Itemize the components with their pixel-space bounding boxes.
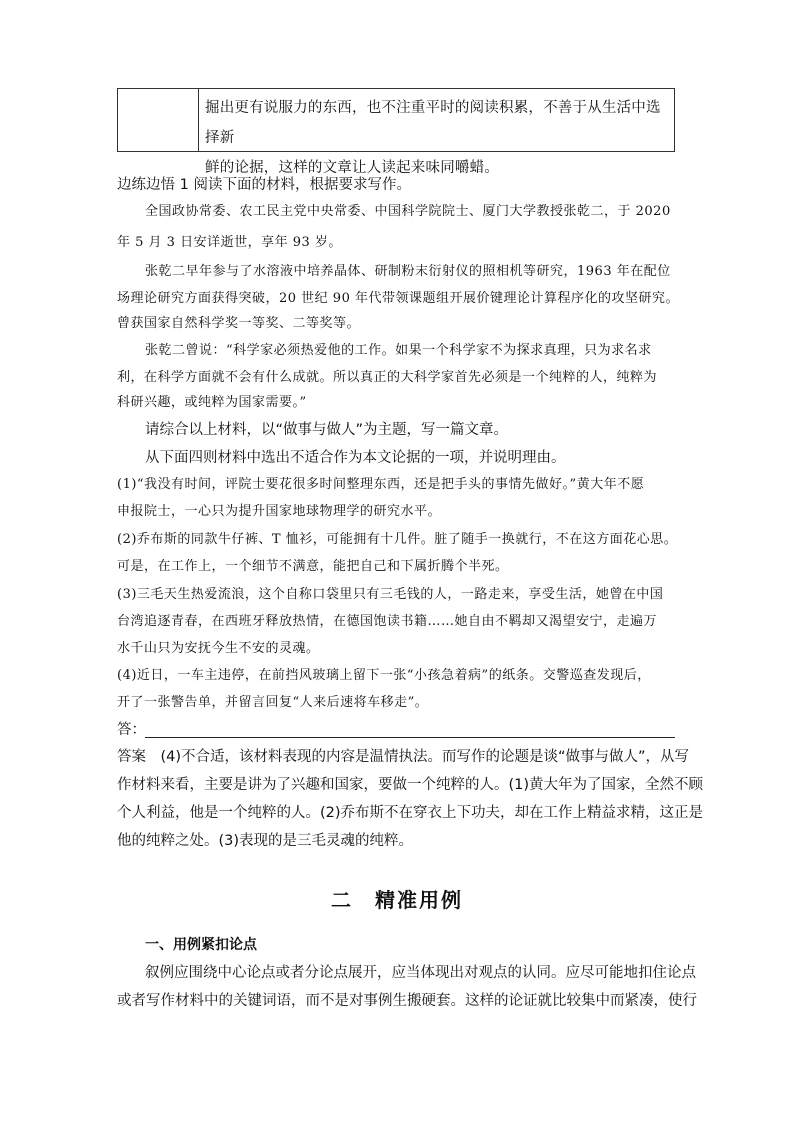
writing-prompt: 请综合以上材料，以“做事与做人”为主题，写一篇文章。 xyxy=(145,422,509,438)
body-line: 或者写作材料中的关键词语，而不是对事例生搬硬套。这样的论证就比较集中而紧凑，使行 xyxy=(117,993,697,1009)
quote-line: 张乾二曾说：“科学家必须热爱他的工作。如果一个科学家不为探求真理，只为求名求 xyxy=(145,343,652,358)
table-cell-empty xyxy=(118,89,199,151)
quote-line: 科研兴趣，或纯粹为国家需要。” xyxy=(117,395,307,410)
material-line: 全国政协常委、农工民主党中央常委、中国科学院院士、厦门大学教授张乾二，于 2020 xyxy=(145,204,671,219)
answer-label: 答： xyxy=(117,722,146,738)
exercise-heading: 边练边悟 1 阅读下面的材料，根据要求写作。 xyxy=(117,177,411,193)
answer-text: 他的纯粹之处。(3)表现的是三毛灵魂的纯粹。 xyxy=(117,833,414,849)
material-line: 年 5 月 3 日安详逝世，享年 93 岁。 xyxy=(117,235,342,250)
table-text-line: 鲜的论据，这样的文章让人读起来味同嚼蜡。 xyxy=(205,160,499,176)
option-line: (1)“我没有时间，评院士要花很多时间整理东西，还是把手头的事情先做好。”黄大年不愿 xyxy=(117,477,645,492)
answer-text: 作材料来看，主要是讲为了兴趣和国家，要做一个纯粹的人。(1)黄大年为了国家，全然不顾 xyxy=(117,777,704,793)
option-line: (4)近日，一车主违停，在前挡风玻璃上留下一张“小孩急着病”的纸条。交警巡查发现后， xyxy=(117,668,651,683)
material-line: 场理论研究方面获得突破，20 世纪 90 年代带领课题组开展价键理论计算程序化的攻坚研究。 xyxy=(117,291,679,306)
material-line: 张乾二早年参与了水溶液中培养晶体、研制粉末衍射仪的照相机等研究，1963 年在配位 xyxy=(145,264,671,279)
option-line: 开了一张警告单，并留言回复“人来后速将车移走”。 xyxy=(117,695,429,710)
option-line: (2)乔布斯的同款牛仔裤、T 恤衫，可能拥有十几件。脏了随手一换就行，不在这方面花心思。 xyxy=(117,532,678,547)
answer-text: 个人利益，他是一个纯粹的人。(2)乔布斯不在穿衣上下功夫，却在工作上精益求精，这正是 xyxy=(117,805,704,821)
answer-blank-line xyxy=(145,737,675,738)
option-line: 水千山只为安抚今生不安的灵魂。 xyxy=(117,641,320,656)
option-line: 申报院士，一心只为提升国家地球物理学的研究水平。 xyxy=(117,504,442,519)
option-line: (3)三毛天生热爱流浪，这个自称口袋里只有三毛钱的人，一路走来，享受生活，她曾在中国 xyxy=(117,587,664,602)
table-text-line: 掘出更有说服力的东西，也不注重平时的阅读积累，不善于从生活中选择新 xyxy=(205,100,661,146)
body-line: 叙例应围绕中心论点或者分论点展开，应当体现出对观点的认同。应尽可能地扣住论点 xyxy=(145,965,696,981)
table-cell-text xyxy=(199,89,674,176)
quote-line: 利，在科学方面就不会有什么成就。所以真正的大科学家首先必须是一个纯粹的人，纯粹为 xyxy=(117,370,658,385)
option-line: 可是，在工作上，一个细节不满意，能把自己和下属折腾个半死。 xyxy=(117,559,509,574)
table-fragment xyxy=(117,88,675,176)
selection-prompt: 从下面四则材料中选出不适合作为本文论据的一项，并说明理由。 xyxy=(145,450,566,466)
material-line: 曾获国家自然科学奖一等奖、二等奖等。 xyxy=(117,316,361,331)
section-subheading: 一、用例紧扣论点 xyxy=(145,937,257,953)
option-line: 台湾追逐青春，在西班牙释放热情，在德国饱读书籍……她自由不羁却又渴望安宁，走遍万 xyxy=(117,614,658,629)
section-title: 二 精准用例 xyxy=(331,888,463,912)
answer-text: 答案 (4)不合适，该材料表现的内容是温情执法。而写作的论题是谈“做事与做人”，从写 xyxy=(117,749,690,765)
